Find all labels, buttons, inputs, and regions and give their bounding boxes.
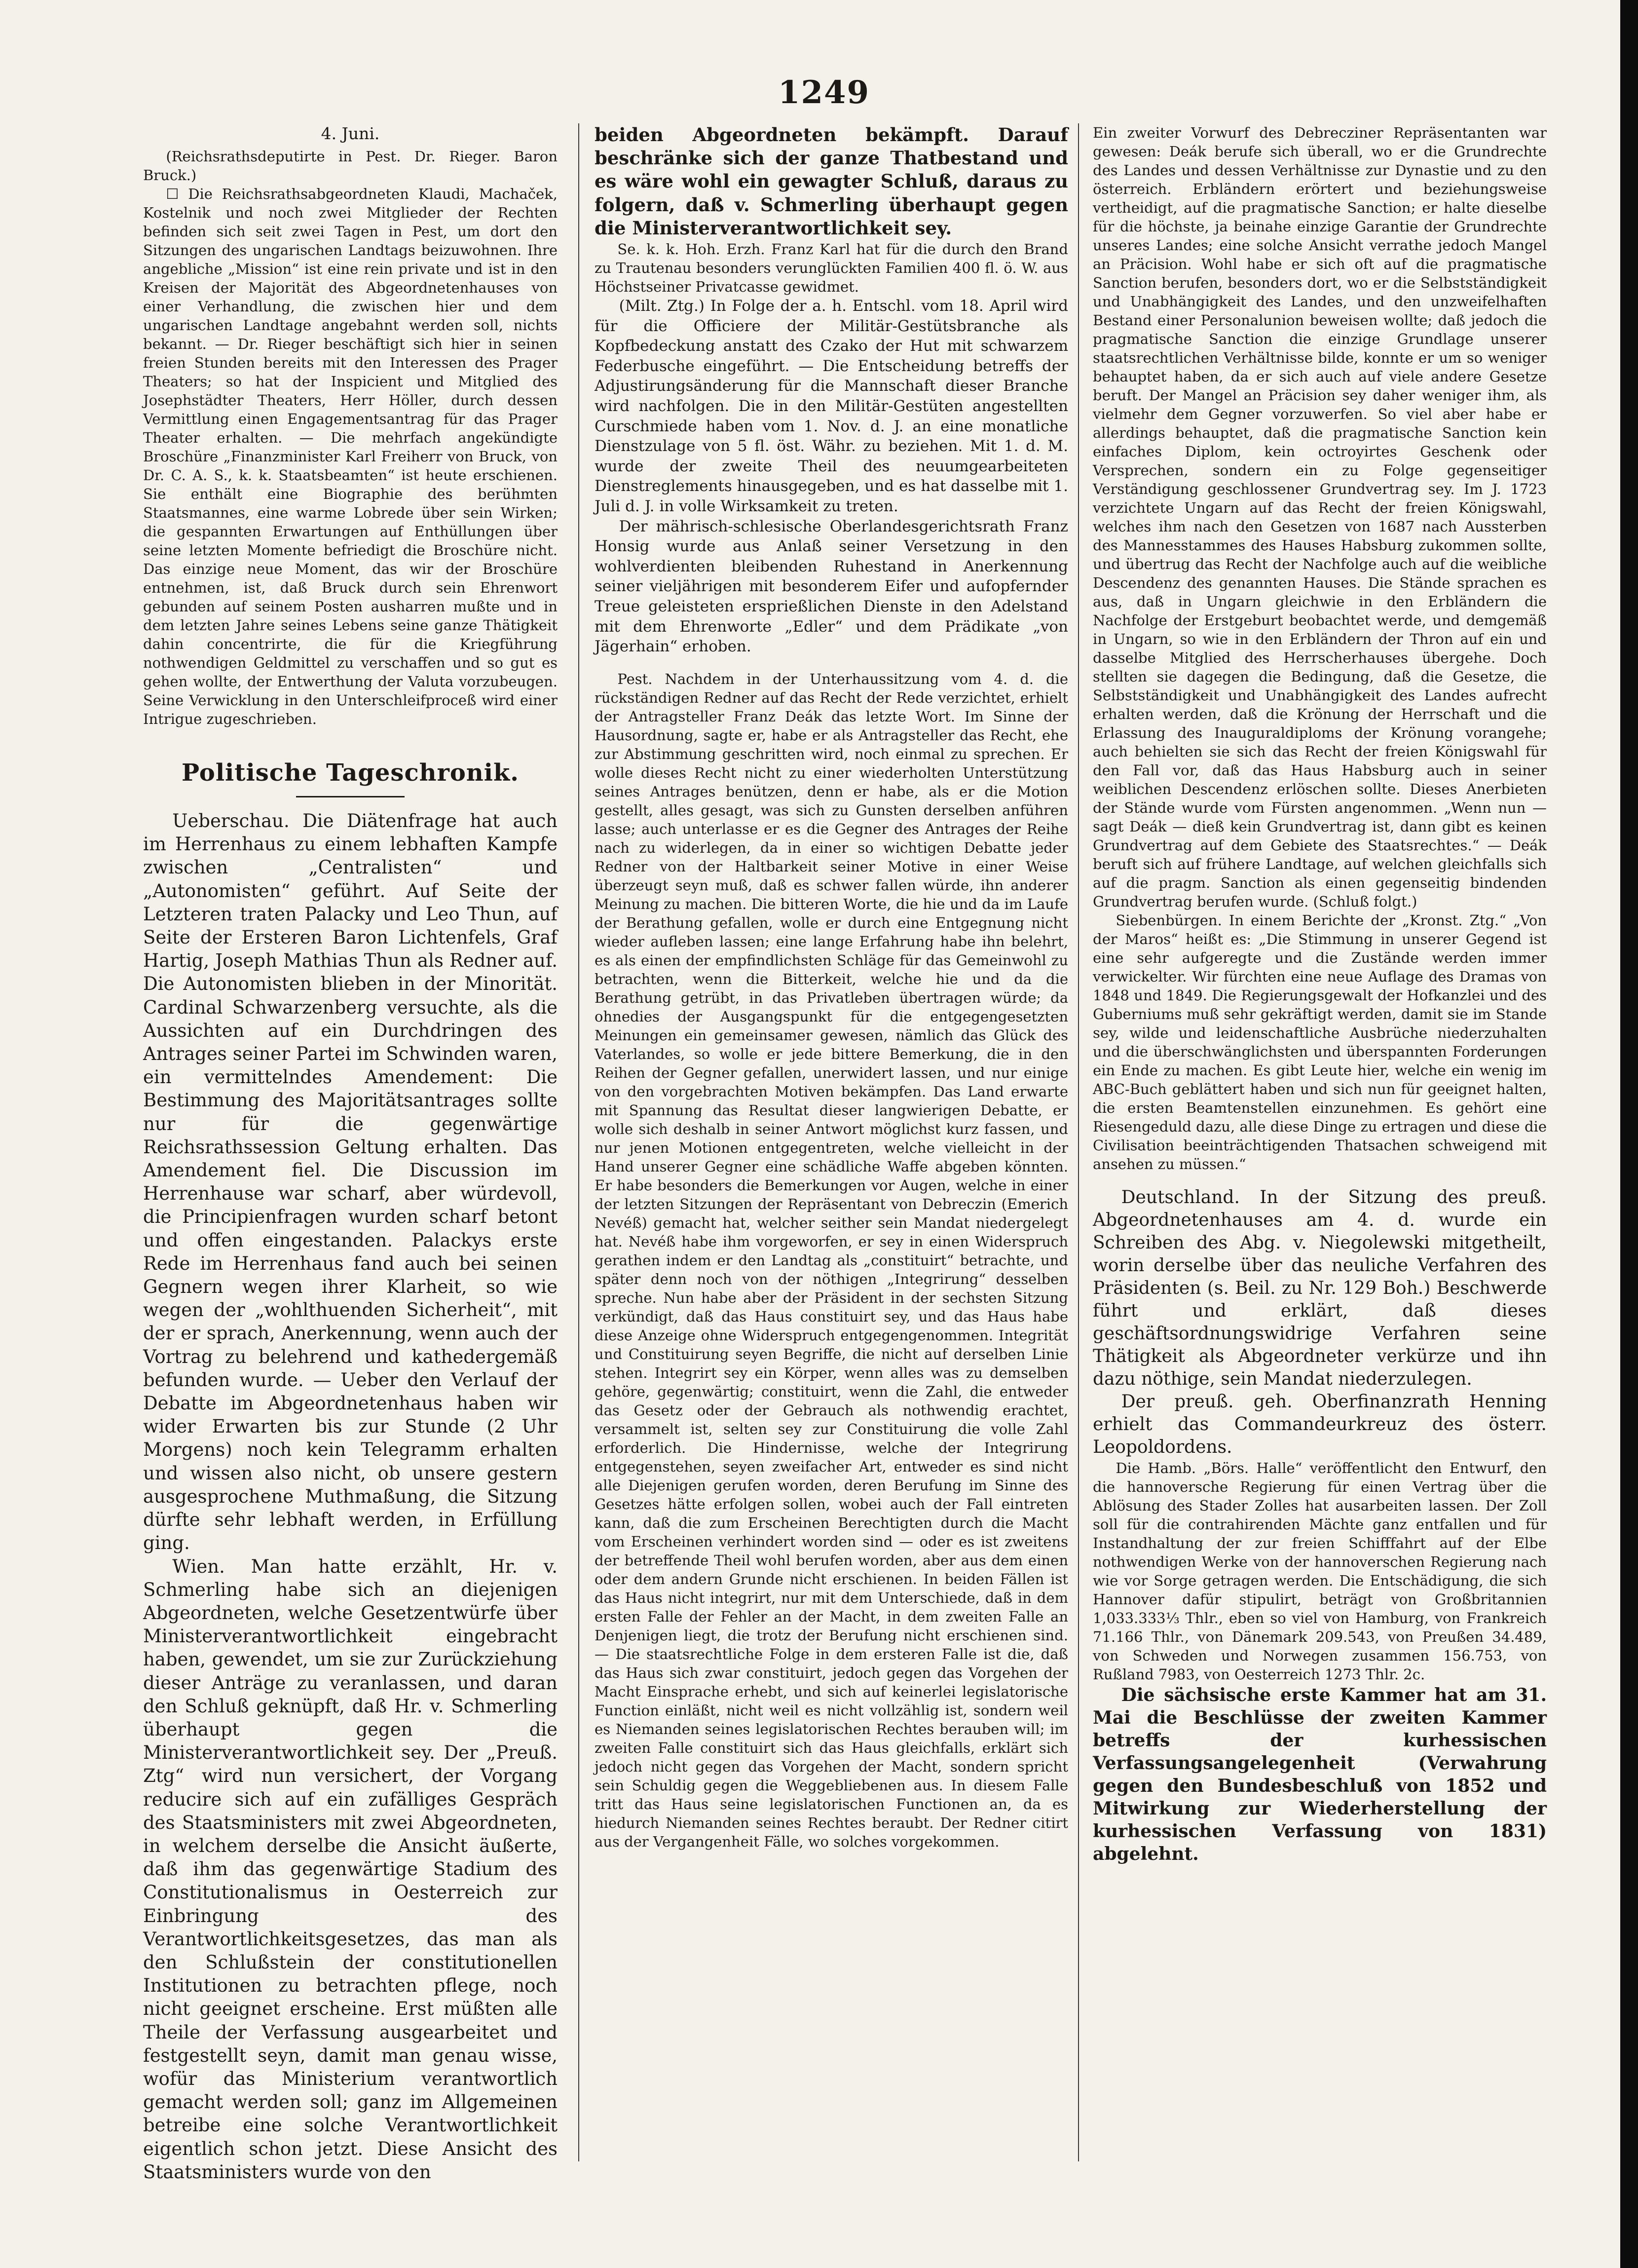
page-edge xyxy=(1620,0,1638,2268)
dateline: 4. Juni. xyxy=(321,124,380,143)
page-number: 1249 xyxy=(778,74,870,111)
article-heading: (Reichsrathsdeputirte in Pest. Dr. Rieger. Baron Bruck.) xyxy=(143,148,558,184)
article-paragraph: Die Hamb. „Börs. Halle“ veröffentlicht den Entwurf, den die hannoversche Regierung für einen Vertrag über die Ablösung des Stader Zolles hat ausarbeiten lassen. Der Zoll soll für die contrahirenden Mächte ganz entfallen und für Instandhaltung der zur freien Schifffahrt auf der Elbe nothwendigen Werke von der hannoverschen Regierung nach wie vor Sorge getragen werden. Die Entschädigung, die sich Hannover dafür stipulirt, beträgt von Großbritannien 1,033.333⅓ Thlr., eben so viel von Hamburg, von Frankreich 71.166 Thlr., von Dänemark 209.543, von Preußen 34.489, von Schweden und Norwegen zusammen 156.753, von Rußland 7983, von Oesterreich 1273 Thlr. 2c. xyxy=(1093,1460,1547,1683)
section-title: Politische Tageschronik. xyxy=(182,758,519,787)
article-paragraph: Der mährisch-schlesische Oberlandesgerichtsrath Franz Honsig wurde aus Anlaß seiner Versetzung in den wohlverdienten bleibenden Ruhestand in Anerkennung seiner vieljährigen mit besonderem Eifer und aufopfernder Treue geleisteten ersprießlichen Dienste in den Adelstand mit dem Ehrenworte „Edler“ und dem Prädikate „von Jägerhain“ erhoben. xyxy=(595,517,1068,656)
article-paragraph: Deutschland. In der Sitzung des preuß. Abgeordnetenhauses am 4. d. wurde ein Schreiben des Abg. v. Niegolewski mitgetheilt, worin derselbe über das neuliche Verfahren des Präsidenten (s. Beil. zu Nr. 129 Boh.) Beschwerde führt und erklärt, daß dieses geschäftsordnungswidrige Verfahren seine Thätigkeit als Abgeordneter verkürze und ihn dazu nöthige, sein Mandat niederzulegen. xyxy=(1093,1187,1547,1389)
article-paragraph: ☐ Die Reichsrathsabgeordneten Klaudi, Machaček, Kostelnik und noch zwei Mitglieder der Rechten befinden sich seit zwei Tagen in Pest, um dort den Sitzungen des ungarischen Landtags beizuwohnen. Ihre angebliche „Mission“ ist eine rein private und ist in den Kreisen der Majorität des Abgeordnetenhauses von einer Verhandlung, die zwischen hier und dem ungarischen Landtage angebahnt werden soll, nichts bekannt. — Dr. Rieger beschäftigt sich hier in seinen freien Stunden bereits mit den Interessen des Prager Theaters; so hat der Inspicient und Mitglied des Josephstädter Theaters, Herr Höller, durch dessen Vermittlung einen Engagementsantrag für das Prager Theater erhalten. — Die mehrfach angekündigte Broschüre „Finanzminister Karl Freiherr von Bruck, von Dr. C. A. S., k. k. Staatsbeamten“ ist heute erschienen. Sie enthält eine Biographie des berühmten Staatsmannes, eine warme Lobrede über sein Wirken; die gespannten Erwartungen auf Enthüllungen über seine letzten Momente befriedigt die Broschüre nicht. Das einzige neue Moment, das wir der Broschüre entnehmen, ist, daß Bruck durch sein Ehrenwort gebunden auf seinem Posten ausharren mußte und in dem letzten Jahre seines Lebens seine ganze Thätigkeit dahin concentrirte, die für die Kriegführung nothwendigen Geldmittel zu verschaffen und so gut es gehen wollte, der Entwerthung der Valuta vorzubeugen. Seine Verwicklung in den Unterschleifproceß wird einer Intrigue zugeschrieben. xyxy=(143,185,558,727)
column-divider xyxy=(1078,123,1079,2161)
article-paragraph: Der preuß. geh. Oberfinanzrath Henning erhielt das Commandeurkreuz des österr. Leopoldordens. xyxy=(1093,1392,1547,1457)
article-paragraph: (Milt. Ztg.) In Folge der a. h. Entschl. vom 18. April wird für die Officiere der Militär-Gestütsbranche als Kopfbedeckung anstatt des Czako der Hut mit schwarzem Federbusche eingeführt. — Die Entscheidung betreffs der Adjustirungsänderung für die Mannschaft dieser Branche wird nachfolgen. Die in den Militär-Gestüten angestellten Curschmiede haben vom 1. Nov. d. J. an eine monatliche Dienstzulage von 5 fl. öst. Währ. zu beziehen. Mit 1. d. M. wurde der zweite Theil des neuumgearbeiteten Dienstreglements hinausgegeben, und es hat dasselbe mit 1. Juli d. J. in volle Wirksamkeit zu treten. xyxy=(595,297,1068,515)
column-divider xyxy=(578,123,579,2161)
article-paragraph: Se. k. k. Hoh. Erzh. Franz Karl hat für die durch den Brand zu Trautenau besonders verunglückten Familien 400 fl. ö. W. aus Höchstseiner Privatcasse gewidmet. xyxy=(595,241,1068,296)
article-paragraph: Pest. Nachdem in der Unterhaussitzung vom 4. d. die rückständigen Redner auf das Recht der Rede verzichtet, erhielt der Antragsteller Franz Deák das letzte Wort. Im Sinne der Hausordnung, sagte er, habe er als Antragsteller das Recht, ehe zur Abstimmung geschritten wird, noch einmal zu sprechen. Er wolle dieses Recht nicht zu einer wiederholten Unterstützung seines Antrages benützen, denn er habe, als er die Motion gestellt, alles gesagt, was sich zu Gunsten derselben anführen lasse; auch unterlasse er es die Gegner des Antrages der Reihe nach zu widerlegen, da in einer so wichtigen Debatte jeder Redner von der Haltbarkeit seiner Motive in einer Weise überzeugt seyn muß, daß es schwer fallen würde, ihn anderer Meinung zu machen. Die bitteren Worte, die hie und da im Laufe der Berathung gefallen, wolle er durch eine Entgegnung nicht wieder aufleben lassen; eine lange Erfahrung habe ihn belehrt, es als einen der empfindlichsten Schläge für das Gemeinwohl zu betrachten, wenn die Bitterkeit, welche hie und da die Berathung getrübt, in das Privatleben übertragen würde; da ohnedies der Ausgangspunkt für die entgegengesetzten Meinungen ein gemeinsamer gewesen, nämlich das Glück des Vaterlandes, so wolle er jede bittere Bemerkung, die in den Reihen der Gegner gefallen, unerwidert lassen, und nur einige von den vorgebrachten Motiven bekämpfen. Das Land erwarte mit Spannung das Resultat dieser langwierigen Debatte, er wolle sich deshalb in seiner Antwort möglichst kurz fassen, und nur jenen Motionen entgegentreten, welche vielleicht in der Hand unserer Gegner eine schädliche Waffe abgeben könnten. Er habe besonders die Bemerkungen vor Augen, welche in einer der letzten Sitzungen der Repräsentant von Debreczin (Emerich Nevéß) gemacht hat, welcher seither sein Mandat niedergelegt hat. Nevéß habe ihm vorgeworfen, er sey in einen Widerspruch gerathen indem er den Landtag als „constituirt“ betrachte, und später denn noch von der nöthigen „Integrirung“ desselben spreche. Nun habe aber der Präsident in der sechsten Sitzung verkündigt, daß das Haus constituirt sey, und das Haus habe diese Anzeige ohne Widerspruch entgegengenommen. Integrität und Constituirung seyen Begriffe, die nicht auf derselben Linie stehen. Integrirt sey ein Körper, wenn alles was zu demselben gehöre, gegenwärtig; constituirt, wenn die Zahl, die entweder das Gesetz oder der Gebrauch als nothwendig erachtet, versammelt ist, selten sey zur Constituirung die volle Zahl erforderlich. Die Hindernisse, welche der Integrirung entgegenstehen, seyen zweifacher Art, entweder es sind nicht alle Diejenigen gerufen worden, deren Berufung im Sinne des Gesetzes hätte erfolgen sollen, wobei auch der Fall eintreten kann, daß die zum Erscheinen Berechtigten durch die Macht vom Erscheinen verhindert worden sind — oder es ist zweitens der betreffende Theil wohl berufen worden, aber aus dem einen oder dem andern Grunde nicht erschienen. In beiden Fällen ist das Haus nicht integrirt, nur mit dem Unterschiede, daß in dem ersten Falle der Fehler an der Macht, in dem zweiten Falle an Denjenigen liegt, die trotz der Berufung nicht erschienen sind. — Die staatsrechtliche Folge in dem ersteren Falle ist die, daß das Haus sich zwar constituirt, jedoch gegen das Vorgehen der Macht Einsprache erhebt, und sich auf keinerlei legislatorische Function einläßt, nicht weil es nicht vollzählig ist, sondern weil es Niemanden seines legislatorischen Rechtes berauben will; im zweiten Falle constituirt sich das Haus gleichfalls, erklärt sich jedoch nicht gegen das Vorgehen der Macht, sondern spricht sein Schuldig gegen die Weggebliebenen aus. In diesem Falle tritt das Haus seine legislatorischen Functionen an, da es hiedurch Niemanden seines Rechtes beraubt. Der Redner citirt aus der Vergangenheit Fälle, wo solches vorgekommen. xyxy=(595,670,1068,1850)
column-middle xyxy=(595,123,1068,1851)
section-divider xyxy=(296,796,405,797)
article-paragraph: Die sächsische erste Kammer hat am 31. Mai die Beschlüsse der zweiten Kammer betreffs der kurhessischen Verfassungsangelegenheit (Verwahrung gegen den Bundesbeschluß von 1852 und Mitwirkung zur Wiederherstellung der kurhessischen Verfassung von 1831) abgelehnt. xyxy=(1093,1685,1547,1864)
column-right xyxy=(1093,123,1547,1865)
article-paragraph: beiden Abgeordneten bekämpft. Darauf beschränke sich der ganze Thatbestand und es wäre wohl ein gewagter Schluß, daraus zu folgern, daß v. Schmerling überhaupt gegen die Ministerverantwortlichkeit sey. xyxy=(595,124,1068,239)
article-paragraph: Wien. Man hatte erzählt, Hr. v. Schmerling habe sich an diejenigen Abgeordneten, welche Gesetzentwürfe über Ministerverantwortlichkeit eingebracht haben, gewendet, um sie zur Zurückziehung dieser Anträge zu veranlassen, und daran den Schluß geknüpft, daß Hr. v. Schmerling überhaupt gegen die Ministerverantwortlichkeit sey. Der „Preuß. Ztg“ wird nun versichert, der Vorgang reducire sich auf ein zufälliges Gespräch des Staatsministers mit zwei Abgeordneten, in welchem derselbe die Ansicht äußerte, daß ihm das gegenwärtige Stadium des Constitutionalismus in Oesterreich zur Einbringung des Verantwortlichkeitsgesetzes, das man als den Schlußstein der constitutionellen Institutionen zu betrachten pflege, noch nicht geeignet erscheine. Erst müßten alle Theile der Verfassung ausgearbeitet und festgestellt seyn, damit man genau wisse, wofür das Ministerium verantwortlich gemacht werden soll; ganz im Allgemeinen betreibe eine solche Verantwortlichkeit eigentlich schon jetzt. Diese Ansicht des Staatsministers wurde von den xyxy=(143,1555,558,2183)
column-left xyxy=(143,123,558,2184)
article-paragraph: Ueberschau. Die Diätenfrage hat auch im Herrenhaus zu einem lebhaften Kampfe zwischen „Centralisten“ und „Autonomisten“ geführt. Auf Seite der Letzteren traten Palacky und Leo Thun, auf Seite der Ersteren Baron Lichtenfels, Graf Hartig, Joseph Mathias Thun als Redner auf. Die Autonomisten blieben in der Minorität. Cardinal Schwarzenberg versuchte, als die Aussichten auf ein Durchdringen des Antrages seiner Partei im Schwinden waren, ein vermittelndes Amendement: Die Bestimmung des Majoritätsantrages sollte nur für die gegenwärtige Reichsrathssession Geltung erhalten. Das Amendement fiel. Die Discussion im Herrenhause war scharf, aber würdevoll, die Principienfragen wurden scharf betont und offen eingestanden. Palackys erste Rede im Herrenhaus fand auch bei seinen Gegnern wegen ihrer Klarheit, so wie wegen der „wohlthuenden Sicherheit“, mit der er sprach, Anerkennung, wenn auch der Vortrag zu belehrend und kathedergemäß befunden wurde. — Ueber den Verlauf der Debatte im Abgeordnetenhaus haben wir wider Erwarten bis zur Stunde (2 Uhr Morgens) noch kein Telegramm erhalten und wissen also nicht, ob unsere gestern ausgesprochene Muthmaßung, die Sitzung dürfte sehr lebhaft werden, in Erfüllung ging. xyxy=(143,810,558,1554)
article-paragraph: Ein zweiter Vorwurf des Debrecziner Repräsentanten war gewesen: Deák berufe sich überall, wo er die Grundrechte des Landes und dessen Verhältnisse zur Dynastie und zu den österreich. Erbländern erörtert und beziehungsweise vertheidigt, auf die pragmatische Sanction; er halte dieselbe für die höchste, ja beinahe einzige Garantie der Grundrechte unseres Landes; eine solche Ansicht verrathe jedoch Mangel an Präcision. Wohl habe er sich oft auf die pragmatische Sanction berufen, besonders dort, wo er die Selbstständigkeit und Unabhängigkeit des Landes, und den unzweifelhaften Bestand einer Personalunion beweisen wollte; daß jedoch die pragmatische Sanction die einzige Grundlage unserer staatsrechtlichen Verhältnisse bilde, konnte er um so weniger behauptet haben, da er sich auch auf viele andere Gesetze beruft. Der Mangel an Präcision sey daher weniger ihm, als vielmehr dem Gegner vorzuwerfen. So viel aber habe er allerdings behauptet, daß die pragmatische Sanction kein einfaches Diplom, kein octroyirtes Geschenk oder Versprechen, sondern ein zu Folge gegenseitiger Verständigung geschlossener Grundvertrag sey. Im J. 1723 verzichtete Ungarn auf das Recht der freien Königswahl, welches ihm nach den Gesetzen von 1687 nach Aussterben des Mannesstammes des Hauses Habsburg zukommen sollte, und übertrug das Recht der Nachfolge auch auf die weibliche Descendenz des genannten Hauses. Die Stände sprachen es aus, daß in Ungarn gleichwie in den Erbländern die Nachfolge der Erstgeburt beobachtet werde, und demgemäß in Ungarn, so wie in den Erbländern der Thron auf ein und dasselbe Mitglied des Herrscherhauses übergehe. Doch stellten sie dagegen die Bedingung, daß die Gesetze, die Selbstständigkeit und Unabhängigkeit des Landes aufrecht erhalten werden, daß die Krönung der Herrschaft und die Erlassung des Inauguraldiploms der Krönung vorangehe; auch behielten sie sich das Recht der freien Königswahl für den Fall vor, daß das Haus Habsburg auch in seiner weiblichen Descendenz erlöschen sollte. Dieses Anerbieten der Stände wurde vom Fürsten angenommen. „Wenn nun — sagt Deák — dieß kein Grundvertrag ist, dann gibt es keinen Grundvertrag auf dem Gebiete des Staatsrechtes.“ — Deák beruft sich auf frühere Landtage, auf welchen gleichfalls sich auf die pragm. Sanction als einen gegenseitig bindenden Grundvertrag berufen wurde. (Schluß folgt.) xyxy=(1093,124,1547,910)
article-paragraph: Siebenbürgen. In einem Berichte der „Kronst. Ztg.“ „Von der Maros“ heißt es: „Die Stimmung in unserer Gegend ist eine sehr aufgeregte und die Zustände werden immer verwickelter. Wir fürchten eine neue Auflage des Dramas von 1848 und 1849. Die Regierungsgewalt der Hofkanzlei und des Guberniums muß sehr gekräftigt werden, damit sie im Stande sey, wilde und leidenschaftliche Ausbrüche niederzuhalten und die überschwänglichsten und überspannten Forderungen ein Ende zu machen. Es gibt Leute hier, welche ein wenig im ABC-Buch geblättert haben und sich nun für geeignet halten, die ersten Beamtenstellen einzunehmen. Es gehört eine Riesengeduld dazu, alle diese Dinge zu ertragen und diese die Civilisation beeinträchtigenden Thatsachen schweigend mit ansehen zu müssen.“ xyxy=(1093,912,1547,1172)
